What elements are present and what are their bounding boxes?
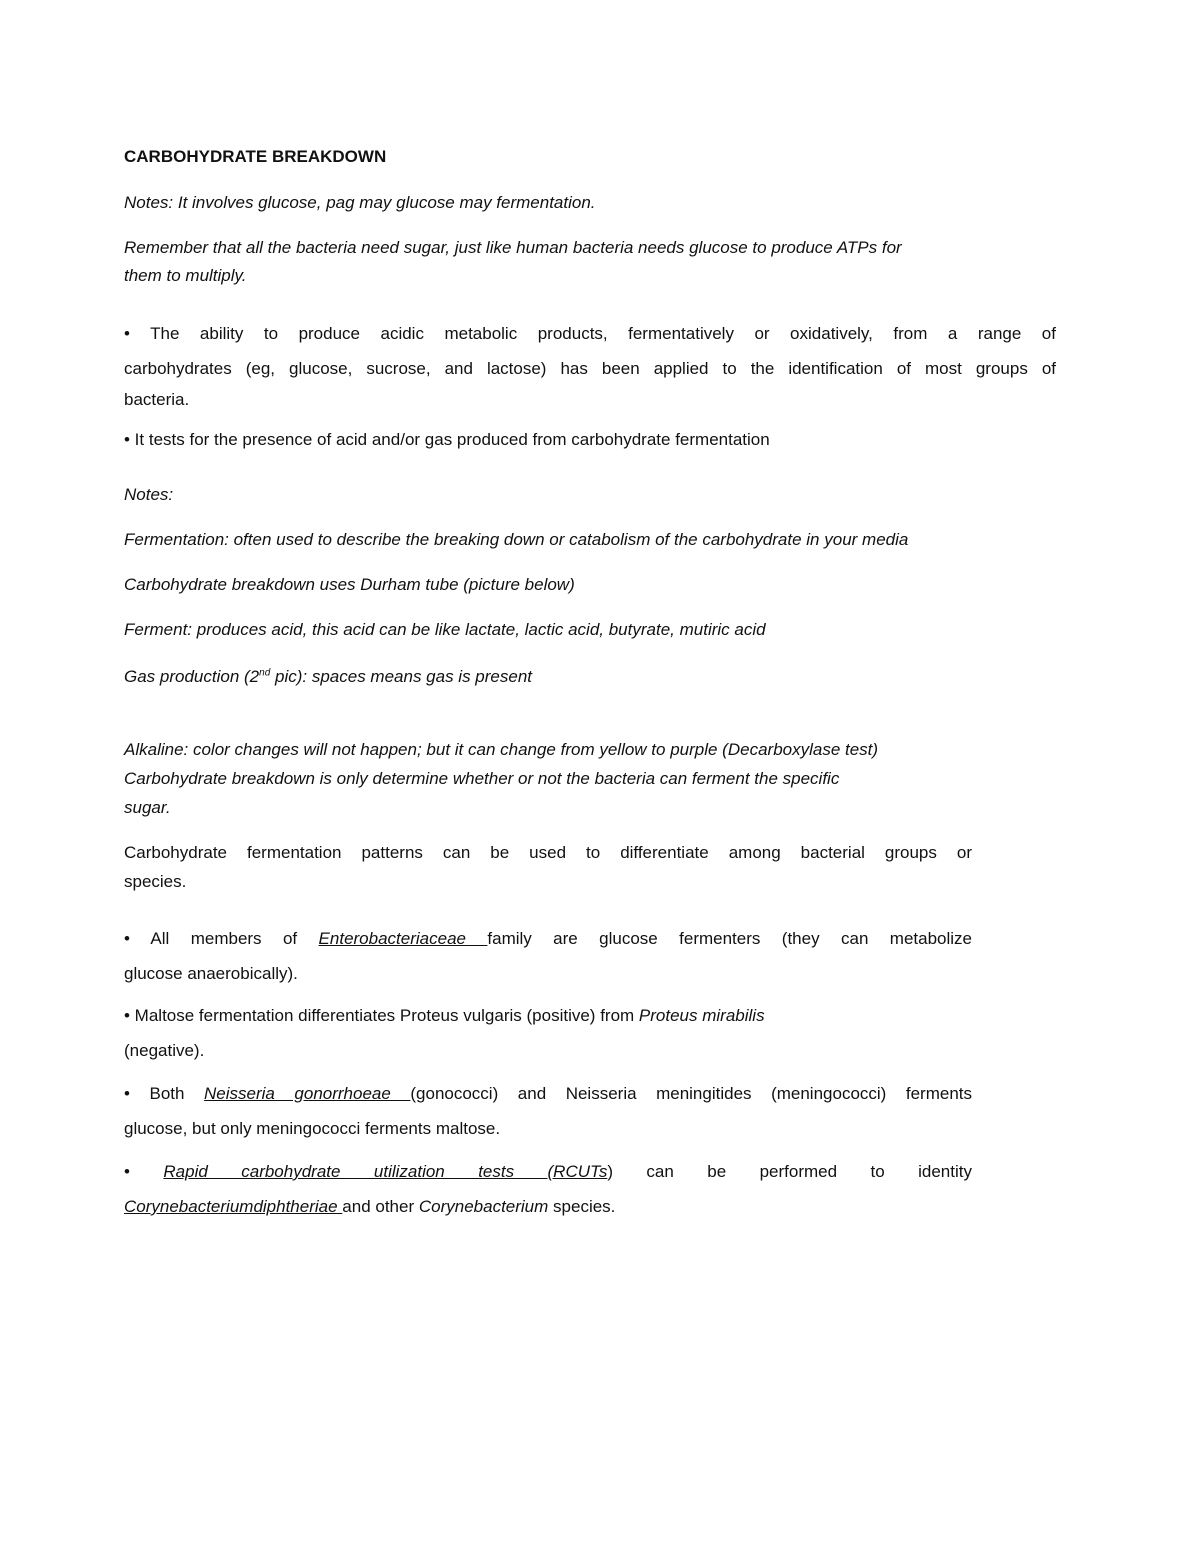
patterns-line2: species.: [124, 872, 187, 891]
note-glucose: Notes: It involves glucose, pag may glucose may fermentation.: [124, 193, 596, 212]
bullet-rcut-line1: • Rapid carbohydrate utilization tests (RCUTs) can be performed to identity: [124, 1162, 972, 1181]
note-sugar-line2: them to multiply.: [124, 266, 247, 285]
patterns-line1: Carbohydrate fermentation patterns can be used to differentiate among bacterial groups or: [124, 843, 972, 862]
bullet-neisseria-line1: • Both Neisseria gonorrhoeae (gonococci) and Neisseria meningitides (meningococci) ferments: [124, 1084, 973, 1103]
bullet-rcut-line2: Corynebacteriumdiphtheriae and other Corynebacterium species.: [124, 1197, 616, 1216]
note-fermentation: Fermentation: often used to describe the breaking down or catabolism of the carbohydrate in your media: [124, 530, 909, 549]
note-gas-production: Gas production (2nd pic): spaces means gas is present: [124, 667, 532, 686]
note-only-determine-line1: Carbohydrate breakdown is only determine whether or not the bacteria can ferment the specific: [124, 769, 840, 788]
bullet-acidic-line1: • The ability to produce acidic metabolic products, fermentatively or oxidatively, from a range of: [124, 324, 1056, 343]
note-ferment: Ferment: produces acid, this acid can be like lactate, lactic acid, butyrate, mutiric acid: [124, 620, 766, 639]
bullet-enterobacteriaceae-line2: glucose anaerobically).: [124, 964, 298, 983]
note-alkaline: Alkaline: color changes will not happen; but it can change from yellow to purple (Decarboxylase test): [124, 740, 879, 759]
note-only-determine-line2: sugar.: [124, 798, 171, 817]
bullet-maltose-line2: (negative).: [124, 1041, 205, 1060]
note-durham-tube: Carbohydrate breakdown uses Durham tube (picture below): [124, 575, 575, 594]
bullet-enterobacteriaceae-line1: • All members of Enterobacteriaceae family are glucose fermenters (they can metabolize: [124, 929, 973, 948]
notes-label: Notes:: [124, 485, 174, 504]
bullet-neisseria-line2: glucose, but only meningococci ferments maltose.: [124, 1119, 501, 1138]
note-sugar-line1: Remember that all the bacteria need sugar, just like human bacteria needs glucose to produce ATPs for: [124, 238, 902, 257]
bullet-acidic-line2: carbohydrates (eg, glucose, sucrose, and lactose) has been applied to the identification of most groups of: [124, 359, 1056, 378]
bullet-maltose-line1: • Maltose fermentation differentiates Proteus vulgaris (positive) from Proteus mirabilis: [124, 1006, 765, 1025]
bullet-tests: • It tests for the presence of acid and/or gas produced from carbohydrate fermentation: [124, 430, 770, 449]
bullet-acidic-line3: bacteria.: [124, 390, 190, 409]
document-title: CARBOHYDRATE BREAKDOWN: [124, 147, 387, 166]
